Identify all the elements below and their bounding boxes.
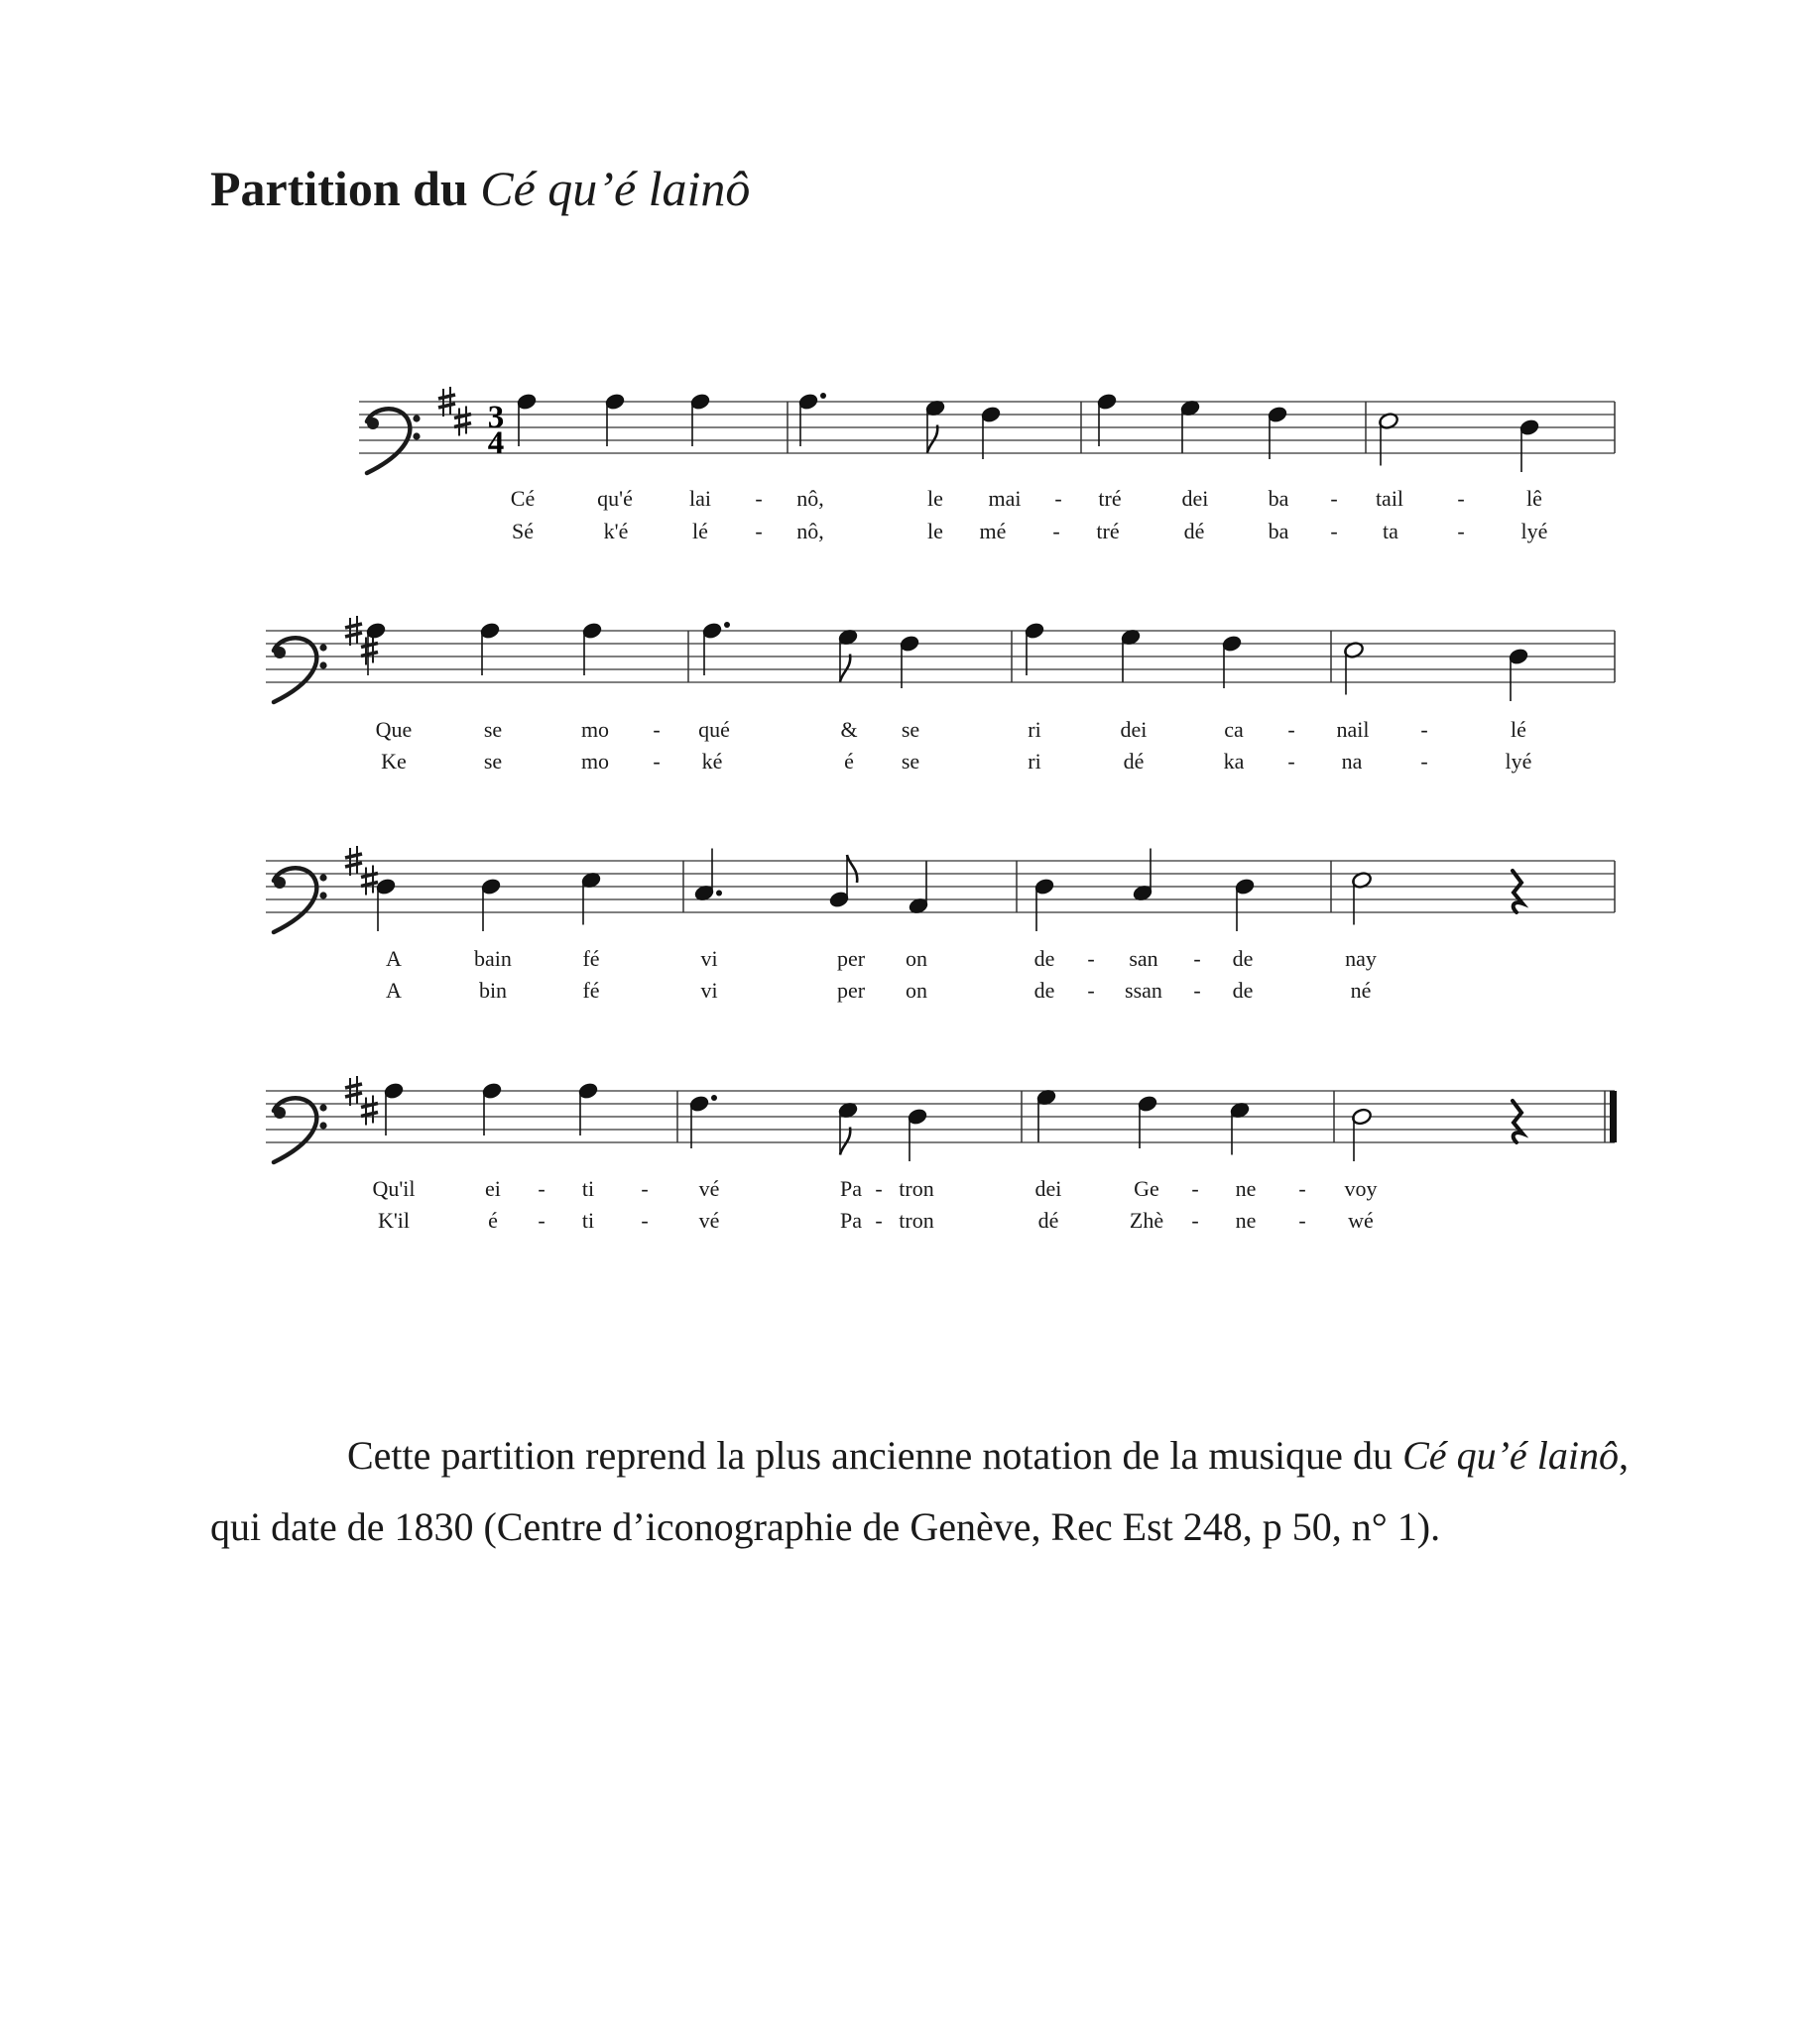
sharp-bar [438,404,455,408]
lyric-syllable: dé [1183,519,1205,543]
lyric-syllable: nô, [796,519,824,543]
lyric-syllable: de [1033,946,1055,971]
caption-italic: Cé qu’é lainô [1402,1433,1620,1478]
lyric-syllable: dei [1120,717,1148,742]
lyric-syllable: per [836,978,866,1003]
lyric-syllable: mé [979,519,1007,543]
lyric-syllable: dé [1123,749,1145,774]
time-signature-bottom: 4 [487,425,505,461]
lyric-syllable: le [927,519,943,543]
lyric-syllable: & [840,717,858,742]
lyric-syllable: de [1033,978,1055,1003]
lyric-syllable: le [927,486,943,511]
sharp-bar [345,1093,362,1097]
lyric-syllable: é [844,749,854,774]
lyric-syllable: k'é [603,519,629,543]
lyric-syllable: se [901,749,920,774]
lyric-syllable: se [483,717,503,742]
eighth-flag [840,655,850,682]
bass-clef-dot [319,644,326,651]
sharp-bar [454,423,471,427]
lyric-syllable: na [1341,749,1363,774]
lyric-syllable: ri [1028,717,1041,742]
lyric-syllable: lé [692,519,708,543]
lyric-syllable: - [1087,946,1095,971]
lyric-syllable: Zhè [1129,1208,1164,1233]
lyric-syllable: se [483,749,503,774]
lyric-syllable: - [653,749,661,774]
lyric-syllable: nay [1345,946,1377,971]
lyric-syllable: mai [988,486,1022,511]
lyric-syllable: vi [700,946,718,971]
caption-paragraph [210,1420,1629,1563]
caption-text-1: Cette partition reprend la plus ancienne notation de la musique du [347,1433,1403,1478]
sharp-bar [438,395,455,399]
eighth-flag [927,425,937,453]
lyric-syllable: né [1350,978,1372,1003]
lyric-syllable: - [1054,486,1062,511]
bass-clef-dot [319,892,326,898]
lyric-syllable: ne [1235,1208,1257,1233]
lyric-syllable: - [1457,486,1465,511]
lyric-syllable: lyé [1505,749,1532,774]
lyric-syllable: - [1087,978,1095,1003]
sharp-bar [345,633,362,637]
lyric-syllable: se [901,717,920,742]
lyric-syllable: dei [1034,1176,1062,1201]
lyric-syllable: Sé [512,519,534,543]
bass-clef-dot [274,647,286,658]
bass-clef-dot [319,874,326,881]
lyric-syllable: Pa [840,1208,862,1233]
lyric-syllable: - [875,1176,883,1201]
lyric-syllable: Cé [510,486,536,511]
bass-clef-dot [413,415,420,421]
lyric-syllable: Ke [381,749,407,774]
lyric-syllable: de [1232,978,1254,1003]
quarter-rest-icon [1513,871,1522,912]
lyric-syllable: ssan [1125,978,1162,1003]
lyric-syllable: - [538,1208,546,1233]
title-italic: Cé qu’é lainô [480,161,751,216]
lyric-syllable: ne [1235,1176,1257,1201]
bass-clef-dot [413,432,420,439]
lyric-syllable: wé [1348,1208,1374,1233]
lyric-syllable: bain [474,946,512,971]
lyric-syllable: - [1330,519,1338,543]
lyric-syllable: - [875,1208,883,1233]
lyric-syllable: qu'é [597,486,633,511]
lyric-syllable: - [755,486,763,511]
lyric-syllable: A [386,946,402,971]
lyric-syllable: vé [698,1208,720,1233]
lyric-syllable: qué [698,717,730,742]
lyric-syllable: lyé [1520,519,1548,543]
lyric-syllable: ta [1383,519,1398,543]
lyric-syllable: de [1232,946,1254,971]
lyric-syllable: - [1193,946,1201,971]
lyric-syllable: - [1287,749,1295,774]
lyric-syllable: A [386,978,402,1003]
lyric-syllable: on [906,978,927,1003]
bass-clef-dot [319,1122,326,1129]
final-bar-thick [1610,1091,1617,1142]
lyric-syllable: Pa [840,1176,862,1201]
bass-clef-dot [319,661,326,668]
lyric-syllable: - [641,1176,649,1201]
lyric-syllable: K'il [377,1208,411,1233]
sharp-bar [345,624,362,628]
lyric-syllable: vé [698,1176,720,1201]
lyric-syllable: - [1191,1208,1199,1233]
bass-clef-dot [367,418,379,429]
lyric-syllable: - [1420,749,1428,774]
lyric-syllable: - [538,1176,546,1201]
lyric-syllable: tré [1096,519,1120,543]
lyric-syllable: ti [581,1176,595,1201]
augmentation-dot [716,891,722,896]
sharp-bar [345,863,362,867]
lyric-syllable: ca [1224,717,1244,742]
lyric-syllable: mo [580,717,610,742]
lyric-syllable: é [488,1208,498,1233]
lyric-syllable: lé [1511,717,1526,742]
lyric-syllable: tré [1098,486,1122,511]
lyric-syllable: ei [485,1176,501,1201]
sharp-bar [361,653,378,657]
lyric-syllable: bin [478,978,508,1003]
lyric-syllable: vi [700,978,718,1003]
lyric-syllable: ba [1268,519,1289,543]
lyric-syllable: ri [1028,749,1041,774]
lyric-syllable: - [1298,1176,1306,1201]
lyric-syllable: - [641,1208,649,1233]
lyric-syllable: san [1129,946,1158,971]
lyric-syllable: - [1193,978,1201,1003]
lyric-syllable: lê [1526,486,1542,511]
lyric-syllable: per [836,946,866,971]
lyric-syllable: - [755,519,763,543]
quarter-rest-icon [1513,1101,1522,1142]
lyric-syllable: Ge [1134,1176,1159,1201]
lyric-syllable: ké [701,749,723,774]
lyric-syllable: - [1298,1208,1306,1233]
eighth-flag [847,855,857,883]
augmentation-dot [820,393,826,399]
lyric-syllable: lai [689,486,711,511]
lyric-syllable: ba [1268,486,1289,511]
lyric-syllable: - [653,717,661,742]
lyric-syllable: - [1052,519,1060,543]
sharp-bar [361,1113,378,1117]
title-bold: Partition du [210,161,468,216]
bass-clef-dot [274,877,286,889]
lyric-syllable: fé [582,978,600,1003]
lyric-syllable: - [1420,717,1428,742]
lyric-syllable: Que [375,717,413,742]
caption-text-2: , qui date de 1830 (Centre d’iconographie de Genève, Rec Est 248, p 50, n° 1). [210,1433,1630,1549]
lyric-syllable: nail [1336,717,1370,742]
sharp-bar [345,1084,362,1088]
lyric-syllable: - [1287,717,1295,742]
sharp-bar [361,883,378,887]
lyric-syllable: Qu'il [372,1176,416,1201]
lyric-syllable: - [1191,1176,1199,1201]
lyric-syllable: fé [582,946,600,971]
time-signature-top: 3 [487,400,505,435]
bass-clef-dot [274,1107,286,1119]
augmentation-dot [711,1095,717,1101]
augmentation-dot [724,622,730,628]
lyric-syllable: tron [899,1176,934,1201]
lyric-syllable: nô, [796,486,824,511]
lyric-syllable: ti [581,1208,595,1233]
eighth-flag [840,1128,850,1155]
lyric-syllable: on [906,946,927,971]
lyric-syllable: dei [1181,486,1209,511]
lyric-syllable: mo [580,749,610,774]
lyric-syllable: - [1457,519,1465,543]
lyric-syllable: voy [1344,1176,1378,1201]
lyric-syllable: dé [1037,1208,1059,1233]
lyric-syllable: ka [1223,749,1245,774]
bass-clef-dot [319,1104,326,1111]
lyric-syllable: - [1330,486,1338,511]
sharp-bar [345,854,362,858]
lyric-syllable: tron [899,1208,934,1233]
lyric-syllable: tail [1375,486,1404,511]
